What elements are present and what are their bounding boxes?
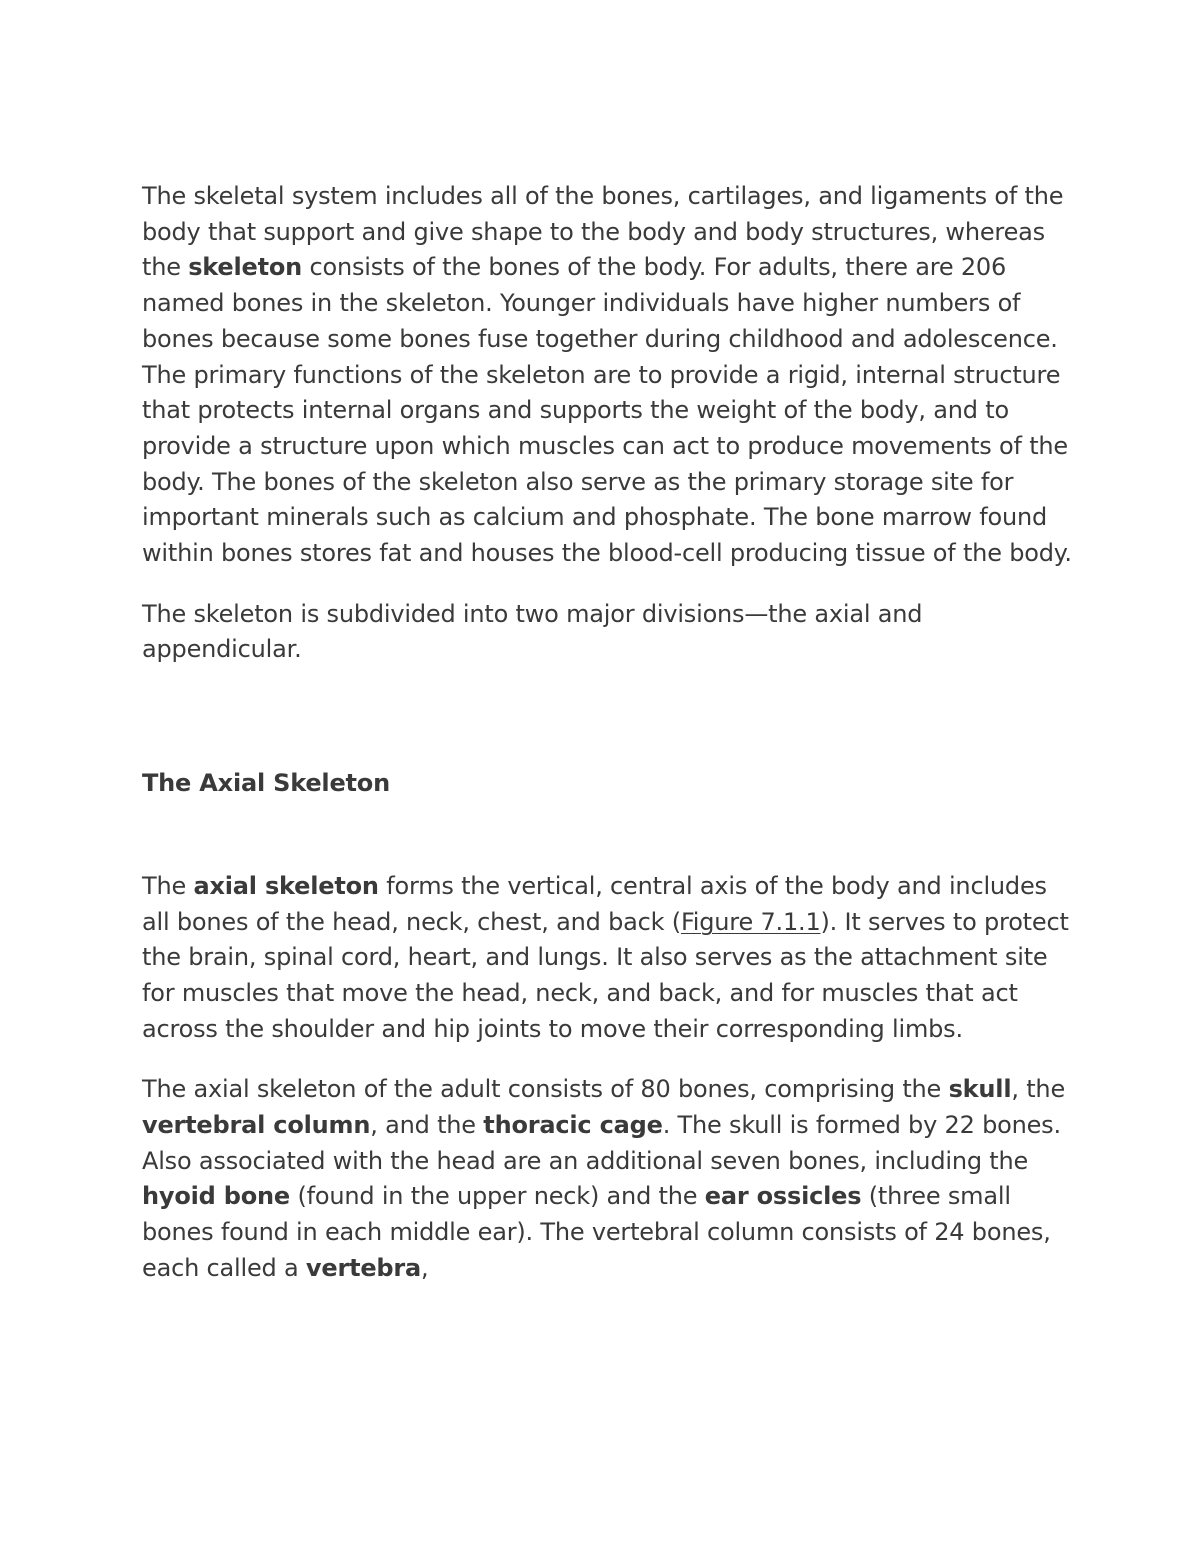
term-skull: skull (948, 1075, 1012, 1104)
text-run: (three small bones found in each middle ear). The vertebral column consists of 24 bones, each called a (142, 1182, 1051, 1282)
term-skeleton: skeleton (188, 253, 303, 282)
term-hyoid-bone: hyoid bone (142, 1182, 291, 1211)
text-run: , the (1011, 1075, 1066, 1104)
axial-paragraph-1 (142, 869, 1072, 1048)
intro-paragraph-1 (142, 179, 1072, 572)
section-heading-axial-skeleton: The Axial Skeleton (142, 769, 390, 798)
term-vertebral-column: vertebral column (142, 1111, 371, 1140)
text-run: , (421, 1253, 429, 1282)
text-run: The skeletal system includes all of the bones, cartilages, and ligaments of the body that support and give shape to the body and body structures, whereas the (142, 182, 1064, 282)
text-run: consists of the bones of the body. For adults, there are 206 named bones in the skeleton. Younger individuals have higher numbers of bones because some bones fuse together during childhood and adolescence. The primary functions of the skeleton are to provide a rigid, internal structure that protects internal organs and supports the weight of the body, and to provide a structure upon which muscles can act to produce movements of the body. The bones of the skeleton also serve as the primary storage site for important minerals such as calcium and phosphate. The bone marrow found within bones stores fat and houses the blood-cell producing tissue of the body. (142, 253, 1072, 568)
figure-7-1-1-link[interactable]: Figure 7.1.1 (680, 907, 821, 936)
text-run: The (142, 871, 194, 900)
text-run: (found in the upper neck) and the (290, 1182, 705, 1211)
term-ear-ossicles: ear ossicles (704, 1182, 862, 1211)
intro-paragraph-2: The skeleton is subdivided into two major divisions—the axial and appendicular. (142, 599, 923, 664)
term-vertebra: vertebra (305, 1253, 422, 1282)
document-body (142, 179, 1072, 1287)
text-run: . The skull is formed by 22 bones. Also associated with the head are an additional seven bones, including the (142, 1111, 1061, 1175)
axial-paragraph-2 (142, 1072, 1072, 1286)
term-axial-skeleton: axial skeleton (193, 871, 379, 900)
text-run: , and the (370, 1111, 484, 1140)
text-run: forms the vertical, central axis of the body and includes all bones of the head, neck, chest, and back ( (142, 871, 1047, 936)
term-thoracic-cage: thoracic cage (483, 1111, 663, 1140)
text-run: The axial skeleton of the adult consists of 80 bones, comprising the (142, 1075, 949, 1104)
text-run: ). It serves to protect the brain, spinal cord, heart, and lungs. It also serves as the attachment site for muscles that move the head, neck, and back, and for muscles that act across the shoulder and hip joints to move their corresponding limbs. (142, 907, 1069, 1043)
